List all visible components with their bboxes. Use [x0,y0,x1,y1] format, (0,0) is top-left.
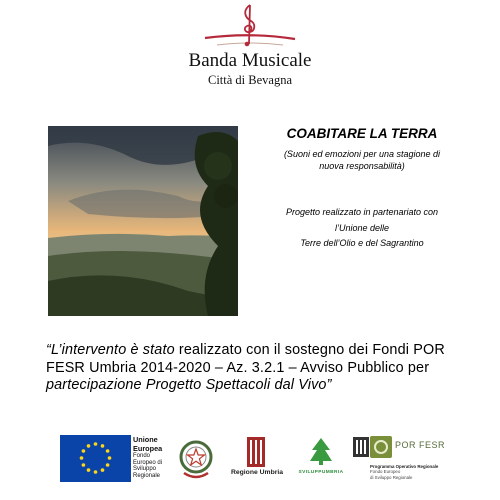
org-name: Banda Musicale [188,50,312,71]
eu-text-line: Europeo di [133,459,163,466]
partner-line: Progetto realizzato in partenariato con [285,207,439,217]
statement-part-italic: partecipazione Progetto Spettacoli dal Vivo” [46,377,332,393]
por-fesr-logo-icon [370,436,392,458]
partner-line: Terre dell’Olio e del Sagrantino [300,238,424,248]
eu-flag-icon [60,435,131,482]
statement-part-italic: “L’intervento è stato [46,342,175,358]
italian-republic-emblem-icon [178,437,214,481]
funding-statement [46,342,466,395]
statement-part: realizzato con il sostegno dei Fondi POR FESR Umbria 2014-2020 – Az. 3.2.1 – Avviso Pubblico per [46,342,445,376]
project-partner-text [252,205,472,252]
regione-umbria-label: Regione Umbria [230,469,284,476]
eu-text-line: Europea [133,443,163,453]
landscape-photo [48,126,238,316]
org-city: Città di Bevagna [207,73,292,87]
fesr-text-line: di Sviluppo Regionale [370,474,413,480]
eu-fund-text [133,436,178,479]
fesr-text-line: Programma Operativo Regionale [370,464,439,469]
sviluppumbria-label: SVILUPPUMBRIA [298,470,344,475]
por-fesr-label: POR FESR [395,440,446,450]
region-crest-icon [353,437,369,457]
project-subtitle-line: (Suoni ed emozioni per una stagione di [283,149,441,159]
fesr-text-line: Fondo Europeo [370,469,401,475]
por-fesr-text [370,464,440,480]
regione-umbria-logo-icon [247,437,265,467]
project-subtitle-line: nuova responsabilità) [319,161,405,171]
project-title: COABITARE LA TERRA [286,126,438,141]
partner-line: l’Unione delle [334,222,390,233]
eu-text-line: Unione [133,435,158,444]
project-subtitle [252,148,472,172]
eu-text-line: Sviluppo [133,466,157,473]
sviluppumbria-logo-icon [306,436,336,466]
treble-clef-logo-icon [195,2,305,52]
eu-text-line: Fondo [133,453,151,459]
eu-text-line: Regionale [133,472,161,479]
